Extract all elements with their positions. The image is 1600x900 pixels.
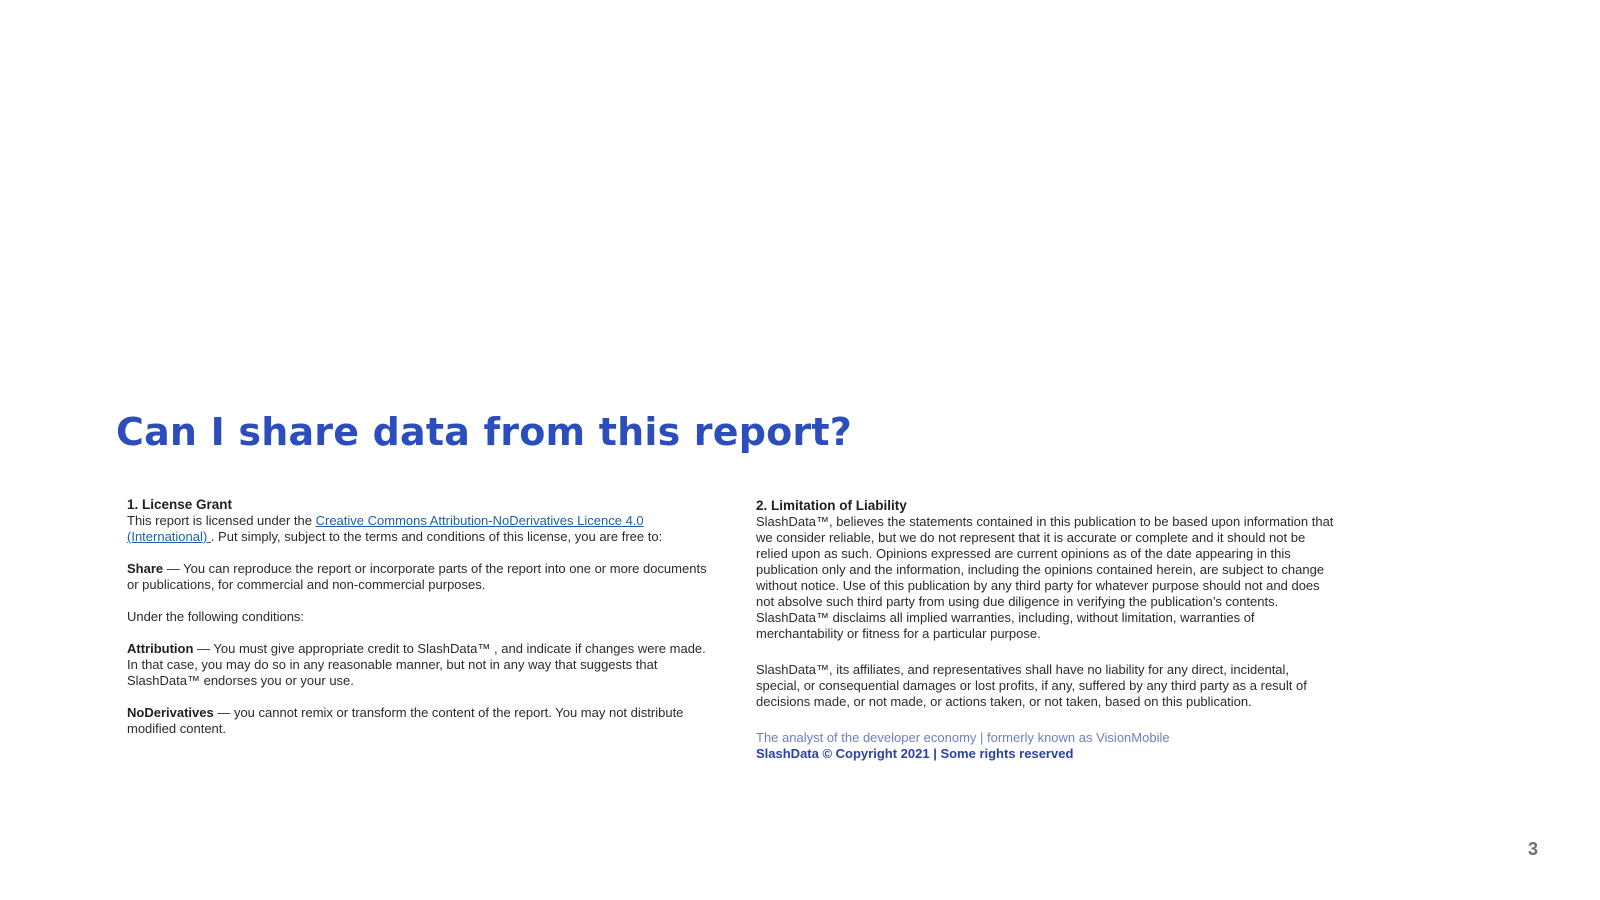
- license-grant-section: [127, 496, 707, 737]
- attribution-description: — You must give appropriate credit to SlashData™ , and indicate if changes were made. In that case, you may do so in any reasonable manner, but not in any way that suggests that SlashData™ endorses you or your use.: [127, 641, 706, 688]
- license-grant-heading: 1. License Grant: [127, 497, 233, 512]
- footer-tagline: The analyst of the developer economy | formerly known as VisionMobile: [756, 730, 1170, 745]
- license-intro-continuation: . Put simply, subject to the terms and conditions of this license, you are free to:: [210, 529, 663, 544]
- share-description: — You can reproduce the report or incorporate parts of the report into one or more documents or publications, for commercial and non-commercial purposes.: [127, 561, 707, 592]
- liability-paragraph-2: SlashData™, its affiliates, and representatives shall have no liability for any direct, incidental, special, or consequential damages or lost profits, if any, suffered by any third party as a result of decisions made, or not made, or actions taken, or not taken, based on this publication.: [756, 662, 1307, 709]
- page-number: 3: [1528, 839, 1539, 859]
- share-paragraph: [127, 561, 707, 593]
- noderivatives-paragraph: [127, 705, 707, 737]
- noderivatives-description: — you cannot remix or transform the content of the report. You may not distribute modified content.: [127, 705, 684, 736]
- attribution-term: Attribution: [127, 641, 194, 656]
- creative-commons-license-link[interactable]: Creative Commons Attribution-NoDerivatives Licence 4.0 (International): [127, 513, 644, 544]
- conditions-intro: Under the following conditions:: [127, 609, 305, 624]
- share-term: Share: [127, 561, 164, 576]
- license-intro-paragraph: [127, 513, 707, 545]
- license-intro-text: This report is licensed under the: [127, 513, 316, 528]
- liability-paragraph-1: SlashData™, believes the statements contained in this publication to be based upon information that we consider reliable, but we do not represent that it is accurate or complete and it should not be relied upon as such. Opinions expressed are current opinions as of the date appearing in this publication only and the information, including the opinions contained herein, are subject to change without notice. Use of this publication by any third party for whatever purpose should not and does not absolve such third party from using due diligence in verifying the publication’s contents. SlashData™ disclaims all implied warranties, including, without limitation, warranties of merchantability or fitness for a particular purpose.: [756, 514, 1334, 641]
- noderivatives-term: NoDerivatives: [127, 705, 214, 720]
- limitation-of-liability-section: [756, 497, 1336, 762]
- attribution-paragraph: [127, 641, 707, 689]
- liability-heading: 2. Limitation of Liability: [756, 498, 907, 513]
- page-title: Can I share data from this report?: [116, 410, 852, 454]
- footer-copyright: SlashData © Copyright 2021 | Some rights reserved: [756, 746, 1074, 761]
